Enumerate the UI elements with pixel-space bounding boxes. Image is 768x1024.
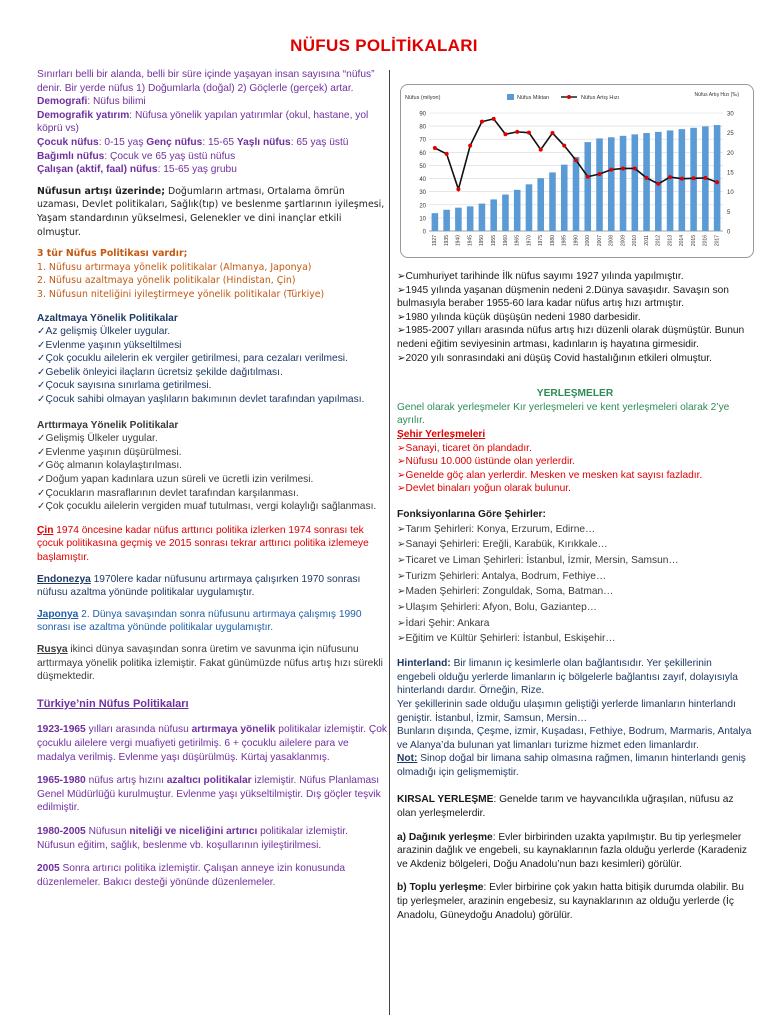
growth-rate-point — [656, 182, 660, 186]
fonksiyon-item: ➢ Eğitim ve Kültür Şehirleri: İstanbul, Eskişehir… — [397, 631, 753, 647]
growth-rate-point — [668, 175, 672, 179]
growth-rate-point — [492, 117, 496, 121]
fonksiyon-item: ➢ Tarım Şehirleri: Konya, Erzurum, Edirne… — [397, 522, 753, 538]
period-1965 — [37, 774, 387, 815]
growth-rate-point — [633, 166, 637, 170]
history-item: ➢ 1985-2007 yılları arasında nüfus artış hızı düzenli olarak düşmüştür. Bunun nedeni eğitim seviyesinin artması, kadınların iş hayatına girmesidir. — [397, 324, 753, 351]
yasli-text: : 65 yaş üstü — [290, 136, 349, 148]
period-1980-b: niteliği ve niceliğini artırıcı — [129, 825, 258, 837]
population-bar — [443, 210, 450, 231]
period-1923-b: artırmaya yönelik — [191, 724, 276, 736]
population-bar — [643, 133, 650, 231]
endonezya-text: 1970lere kadar nüfusunu artırmaya çalışırken 1970 sonrası nüfusu azaltma yönünde politikalar uygulamıştır. — [37, 573, 361, 599]
population-bar — [455, 208, 462, 231]
azaltma-item: ✓ Çocuk sahibi olmayan yaşlıların bakımının devlet tarafından yapılması. — [37, 393, 387, 407]
y-right-tick-label: 10 — [727, 190, 734, 197]
rusya-paragraph — [37, 643, 387, 684]
yasli-label: Yaşlı nüfus — [236, 136, 291, 148]
x-tick-label: 2017 — [714, 235, 721, 247]
kirsal-text: : Genelde tarım ve hayvancılıkla uğraşılan, nüfusu az olan yerleşmelerdir. — [397, 794, 734, 820]
cocuk-text: : 0-15 yaş — [98, 136, 147, 148]
endonezya-label: Endonezya — [37, 573, 91, 585]
calisan-text: : 15-65 yaş grubu — [157, 164, 237, 176]
y-right-tick-label: 25 — [727, 131, 734, 138]
x-tick-label: 2000 — [585, 235, 592, 247]
population-bar — [632, 134, 639, 231]
x-tick-label: 1970 — [526, 235, 533, 247]
azaltma-list — [37, 325, 387, 407]
toplu-text: : Evler birbirine çok yakın hatta bitişik durumda olabilir. Bu tip yerleşmeler, arazinin engebesiz, su kaynaklarının az olduğu yerlerde (İç Anadolu, Güneydoğu Anadolu) görülür. — [397, 882, 744, 921]
hinterland-text: Bir limanın iç kesimlerle olan bağlantısıdır. Yer şekillerinin engebeli olduğu yerlerde limanların iç bölgelerle bağlantısı zayıf, dolayısıyla hinterlandı dardır. Örneğin, Rize. — [397, 658, 738, 697]
endonezya-paragraph — [37, 573, 387, 600]
y-left-tick-label: 0 — [422, 229, 426, 236]
y-left-tick-label: 20 — [419, 203, 426, 210]
demografi-def — [37, 95, 387, 109]
demografi-label: Demografi — [37, 96, 88, 108]
x-tick-label: 2015 — [690, 235, 697, 247]
x-tick-label: 1975 — [538, 235, 545, 247]
x-tick-label: 1990 — [573, 235, 580, 247]
history-item: ➢ Cumhuriyet tarihinde İlk nüfus sayımı 1927 yılında yapılmıştır. — [397, 270, 753, 284]
y-left-tick-label: 40 — [419, 177, 426, 184]
azaltma-item: ✓ Çok çocuklu ailelerin ek vergiler getirilmesi, para cezaları verilmesi. — [37, 352, 387, 366]
bagimli-text: : Çocuk ve 65 yaş üstü nüfus — [104, 150, 236, 162]
period-1923-label: 1923-1965 — [37, 724, 86, 736]
fonksiyon-item: ➢ Ulaşım Şehirleri: Afyon, Bolu, Gaziantep… — [397, 600, 753, 616]
hinterland-p2: Yer şekillerinin sade olduğu ulaşımın geliştiği yerlerde limanların hinterlandı geniştir. İstanbul, İzmir, Samsun, Mersin… — [397, 698, 736, 724]
fonksiyon-item: ➢ Maden Şehirleri: Zonguldak, Soma, Batman… — [397, 584, 753, 600]
fonksiyon-title: Fonksiyonlarına Göre Şehirler: — [397, 508, 546, 520]
legend-label: Nüfus Artış Hızı — [581, 95, 620, 101]
not-text: Sinop doğal bir limana sahip olmasına rağmen, limanın hinterlandı geniş olmadığı için gelişmemiştir. — [397, 753, 746, 778]
cocuk-label: Çocuk nüfus — [37, 136, 99, 148]
arttirma-list — [37, 432, 387, 514]
not-label: Not: — [397, 753, 418, 765]
dagnik-label: a) Dağınık yerleşme — [397, 831, 493, 843]
population-bar — [561, 165, 568, 231]
x-tick-label: 2011 — [643, 235, 650, 246]
growth-rate-point — [480, 120, 484, 124]
history-item: ➢ 1945 yılında yaşanan düşmenin nedeni 2.Dünya savaşıdır. Savaşın son bulmasıyla beraber 1955-60 lara kadar nüfus artış hızı artmıştır. — [397, 284, 753, 311]
y-left-tick-label: 70 — [419, 137, 426, 144]
not-paragraph — [397, 752, 753, 779]
rusya-text: ikinci dünya savaşından sonra üretim ve savunma için nüfusunu arttırmaya yönelik politika izlemiştir. Fakat günümüzde nüfus artış hızı sürekli düşmektedir. — [37, 643, 383, 683]
growth-rate-point — [468, 144, 472, 148]
arttirma-item: ✓ Göç almanın kolaylaştırılması. — [37, 459, 387, 473]
growth-rate-point — [692, 176, 696, 180]
period-2005-text: Sonra artırıcı politika izlemiştir. Çalışan anneye izin konusunda düzenlemeler. Bakıcı desteği yönünde düzenlemeler. — [37, 863, 346, 888]
sehir-item: ➢ Genelde göç alan yerlerdir. Mesken ve mesken kat sayısı fazladır. — [397, 469, 753, 483]
cin-label: Çin — [37, 524, 54, 536]
arttirma-item: ✓ Çocukların masraflarının devlet tarafından karşılanması. — [37, 487, 387, 501]
period-2005-label: 2005 — [37, 863, 60, 875]
x-tick-label: 2010 — [632, 235, 639, 247]
x-tick-label: 1940 — [455, 235, 462, 247]
y-left-tick-label: 50 — [419, 163, 426, 170]
artis-label: Nüfusun artışı üzerinde; — [37, 185, 165, 197]
population-bar — [526, 184, 533, 231]
growth-rate-point — [586, 175, 590, 179]
bagimli-def — [37, 150, 387, 164]
period-1965-c: izlemiştir. Nüfus Planlaması Genel Müdürlüğü kurulmuştur. Evlenme yaşı yükseltilmiştir. Dış göçler teşvik edilmiştir. — [37, 775, 381, 814]
sehir-item: ➢ Nüfusu 10.000 üstünde olan yerlerdir. — [397, 455, 753, 469]
x-tick-label: 1935 — [443, 235, 450, 247]
population-bar — [432, 213, 439, 231]
y-right-tick-label: 0 — [727, 229, 731, 236]
hinterland-def — [397, 657, 753, 698]
growth-rate-point — [456, 187, 460, 191]
period-2005 — [37, 862, 387, 889]
fonksiyon-item: ➢ Turizm Şehirleri: Antalya, Bodrum, Fethiye… — [397, 569, 753, 585]
cin-paragraph — [37, 524, 387, 565]
azaltma-item: ✓ Az gelişmiş Ülkeler uygular. — [37, 325, 387, 339]
population-bar — [608, 137, 615, 231]
x-tick-label: 1985 — [561, 235, 568, 247]
arttirma-item: ✓ Çok çocuklu ailelerin vergiden muaf tutulması, vergi kolaylığı sağlanması. — [37, 500, 387, 514]
hinterland-p3: Bunların dışında, Çeşme, izmir, Kuşadası, Fethiye, Bodrum, Marmaris, Antalya ve Alanya’da bulunan yat limanları turizme hizmet eden limanlardır. — [397, 726, 752, 751]
sehir-item: ➢ Sanayi, ticaret ön plandadır. — [397, 442, 753, 456]
history-item: ➢ 2020 yılı sonrasındaki ani düşüş Covid hastalığının etkileri olmuştur. — [397, 352, 753, 366]
growth-rate-point — [574, 158, 578, 162]
y-left-tick-label: 10 — [419, 216, 426, 223]
growth-rate-point — [433, 146, 437, 150]
calisan-def — [37, 163, 387, 177]
period-1923-c: politikalar izlemiştir. Çok çocuklu ailelere vergi muafiyeti getirilmiş. 6 + çocuklu ailelere para ve madalya verilmiş. Evlenme yaşı düşürülmüş. Kürtaj yasaklanmış. — [37, 724, 387, 763]
growth-rate-point — [703, 176, 707, 180]
population-bar — [549, 172, 556, 231]
hinterland-label: Hinterland: — [397, 658, 451, 670]
arttirma-title: Arttırmaya Yönelik Politikalar — [37, 419, 179, 431]
arttirma-item: ✓ Evlenme yaşının düşürülmesi. — [37, 446, 387, 460]
dagnik-text: : Evler birbirinden uzakta yapılmıştır. Bu tip yerleşmeler arazinin dağlık ve engebeli, su kaynaklarının fazla olduğu yerlerde (Karadeniz ve Akdeniz bölgeleri, Doğu Anadolu’nun bazı kesimleri) görülür. — [397, 831, 747, 870]
x-tick-label: 1927 — [432, 235, 439, 247]
growth-rate-point — [550, 131, 554, 135]
population-bar — [502, 195, 509, 231]
population-bar — [479, 204, 486, 231]
tur-list — [37, 261, 387, 302]
yerlesme-intro: Genel olarak yerleşmeler Kır yerleşmeleri ve kent yerleşmeleri olarak 2’ye ayrılır. — [397, 401, 730, 427]
x-tick-label: 2013 — [667, 235, 674, 247]
yatirim-text: : Nüfusa yönelik yapılan yatırımlar (okul, hastane, yol köprü vs) — [37, 109, 369, 135]
growth-rate-point — [621, 166, 625, 170]
yatirim-def — [37, 109, 387, 136]
period-1980-c: politikalar izlemiştir. Nüfusun eğitim, sağlık, beslenme vb. koşullarının iyileştirilmesi. — [37, 825, 348, 851]
y-left-tick-label: 90 — [419, 111, 426, 118]
growth-rate-point — [503, 132, 507, 136]
y-right-tick-label: 20 — [727, 150, 734, 157]
y-left-tick-label: 30 — [419, 190, 426, 197]
x-tick-label: 1980 — [549, 235, 556, 247]
turkiye-title: Türkiye’nin Nüfus Politikaları — [37, 697, 189, 710]
bagimli-label: Bağımlı nüfus — [37, 150, 105, 162]
x-tick-label: 1965 — [514, 235, 521, 247]
population-bar — [573, 157, 580, 231]
page-title: NÜFUS POLİTİKALARI — [290, 36, 478, 55]
cin-text: 1974 öncesine kadar nüfus arttırıcı politika izlerken 1974 sonrası tek çocuk politikasına geçmiş ve 2015 sonrası tekrar arttırıcı politika izlemeye başlamıştır. — [37, 524, 369, 563]
hinterland-section — [397, 657, 753, 779]
japonya-label: Japonya — [37, 608, 79, 620]
period-1923 — [37, 723, 387, 764]
rusya-label: Rusya — [37, 643, 68, 655]
age-groups — [37, 136, 387, 150]
artis-text: Doğumların artması, Ortalama ömrün uzaması, Devlet politikaları, Sağlık(tıp) ve beslenme şartlarının iyileşmesi, Yaşam standardının yükselmesi, Gelenekler ve dini inançlar etkili olmuştur. — [37, 185, 385, 238]
population-bar — [514, 190, 521, 231]
growth-rate-point — [539, 148, 543, 152]
toplu-label: b) Toplu yerleşme — [397, 882, 484, 894]
column-divider — [389, 70, 390, 1015]
y-right-tick-label: 30 — [727, 111, 734, 118]
period-1980 — [37, 825, 387, 852]
legend-swatch-point — [567, 95, 571, 99]
population-chart — [400, 84, 754, 258]
japonya-paragraph — [37, 608, 387, 635]
x-tick-label: 2016 — [702, 235, 709, 247]
y-right-tick-label: 15 — [727, 170, 734, 177]
x-tick-label: 2008 — [608, 235, 615, 247]
history-list — [397, 270, 753, 365]
sehir-title: Şehir Yerleşmeleri — [397, 428, 486, 440]
x-tick-label: 1955 — [491, 235, 498, 247]
legend-label: Nüfus Miktarı — [517, 95, 550, 101]
fonksiyon-item: ➢ Sanayi Şehirleri: Ereğli, Karabük, Kırıkkale… — [397, 537, 753, 553]
japonya-text: 2. Dünya savaşından sonra nüfusunu artırmaya çalışmış 1990 sonrası ise azaltma yönünde politikalar uygulamıştır. — [37, 608, 362, 634]
genc-label: Genç nüfus — [146, 136, 203, 148]
history-item: ➢ 1980 yılında küçük düşüşün nedeni 1980 darbesidir. — [397, 311, 753, 325]
y-left-tick-label: 80 — [419, 124, 426, 131]
population-chart-svg — [401, 85, 753, 257]
population-bar — [667, 130, 674, 231]
y-left-tick-label: 60 — [419, 150, 426, 157]
population-bar — [714, 125, 721, 231]
fonksiyon-item: ➢ İdari Şehir: Ankara — [397, 616, 753, 632]
intro-text: Sınırları belli bir alanda, belli bir süre içinde yaşayan insan sayısına “nüfus” denir. Bir yerde nüfus 1) Doğumlarla (doğal) 2) Göçlerle (gerçek) artar. — [37, 69, 375, 94]
population-bar — [596, 138, 603, 231]
growth-rate-point — [609, 168, 613, 172]
growth-rate-point — [645, 176, 649, 180]
period-1965-a: nüfus artış hızını — [85, 775, 167, 787]
sehir-item: ➢ Devlet binaları yoğun olarak bulunur. — [397, 482, 753, 496]
period-1965-label: 1965-1980 — [37, 775, 86, 787]
azaltma-item: ✓ Evlenme yaşının yükseltilmesi — [37, 339, 387, 353]
population-bar — [620, 136, 627, 231]
population-bar — [490, 199, 497, 231]
azaltma-item: ✓ Gebelik önleyici ilaçların ücretsiz şekilde dağıtılması. — [37, 366, 387, 380]
x-tick-label: 1950 — [479, 235, 486, 247]
right-column — [397, 270, 753, 922]
demografi-text: : Nüfus bilimi — [87, 96, 146, 108]
growth-rate-point — [562, 144, 566, 148]
kirsal-paragraph — [397, 793, 753, 820]
tur-title: 3 tür Nüfus Politikası vardır; — [37, 248, 188, 260]
arttirma-item: ✓ Doğum yapan kadınlara uzun süreli ve ücretli izin verilmesi. — [37, 473, 387, 487]
legend-swatch-bar — [507, 94, 514, 100]
fonksiyon-item: ➢ Ticaret ve Liman Şehirleri: İstanbul, İzmir, Mersin, Samsun… — [397, 553, 753, 569]
dagnik-paragraph — [397, 831, 753, 872]
period-1923-a: yılları arasında nüfusu — [85, 724, 192, 736]
y-right-tick-label: 5 — [727, 209, 731, 216]
kirsal-label: KIRSAL YERLEŞME — [397, 794, 494, 806]
y-right-axis-label: Nüfus Artış Hızı (‰) — [694, 92, 739, 98]
x-tick-label: 2014 — [679, 235, 686, 247]
population-bar — [584, 142, 591, 231]
growth-rate-point — [445, 152, 449, 156]
x-tick-label: 2009 — [620, 235, 627, 247]
period-1980-a: Nüfusun — [85, 825, 130, 837]
population-bar — [467, 206, 474, 231]
population-bar — [655, 132, 662, 231]
sehir-list — [397, 442, 753, 496]
period-1965-b: azaltıcı politikalar — [166, 775, 252, 787]
toplu-paragraph — [397, 881, 753, 922]
y-left-axis-label: Nüfus (milyon) — [405, 95, 441, 101]
tur-item: 3. Nüfusun niteliğini iyileştirmeye yönelik politikalar (Türkiye) — [37, 288, 325, 300]
growth-rate-point — [715, 180, 719, 184]
population-bar — [537, 178, 544, 231]
x-tick-label: 1945 — [467, 235, 474, 247]
artis-paragraph — [37, 185, 387, 239]
x-tick-label: 2012 — [655, 235, 662, 247]
growth-rate-point — [515, 130, 519, 134]
growth-rate-point — [598, 172, 602, 176]
tur-item: 1. Nüfusu artırmaya yönelik politikalar (Almanya, Japonya) — [37, 261, 312, 273]
calisan-label: Çalışan (aktif, faal) nüfus — [37, 164, 158, 176]
azaltma-title: Azaltmaya Yönelik Politikalar — [37, 312, 178, 324]
fonksiyon-list — [397, 522, 753, 648]
x-tick-label: 1960 — [502, 235, 509, 247]
growth-rate-point — [680, 177, 684, 181]
left-column — [37, 68, 387, 889]
yatirim-label: Demografik yatırım — [37, 109, 130, 121]
growth-rate-point — [527, 131, 531, 135]
yerlesme-title: YERLEŞMELER — [536, 388, 614, 400]
arttirma-item: ✓ Gelişmiş Ülkeler uygular. — [37, 432, 387, 446]
genc-text: : 15-65 — [202, 136, 237, 148]
azaltma-item: ✓ Çocuk sayısına sınırlama getirilmesi. — [37, 379, 387, 393]
x-tick-label: 2007 — [596, 235, 603, 247]
tur-item: 2. Nüfusu azaltmaya yönelik politikalar (Hindistan, Çin) — [37, 275, 296, 287]
period-1980-label: 1980-2005 — [37, 825, 86, 837]
